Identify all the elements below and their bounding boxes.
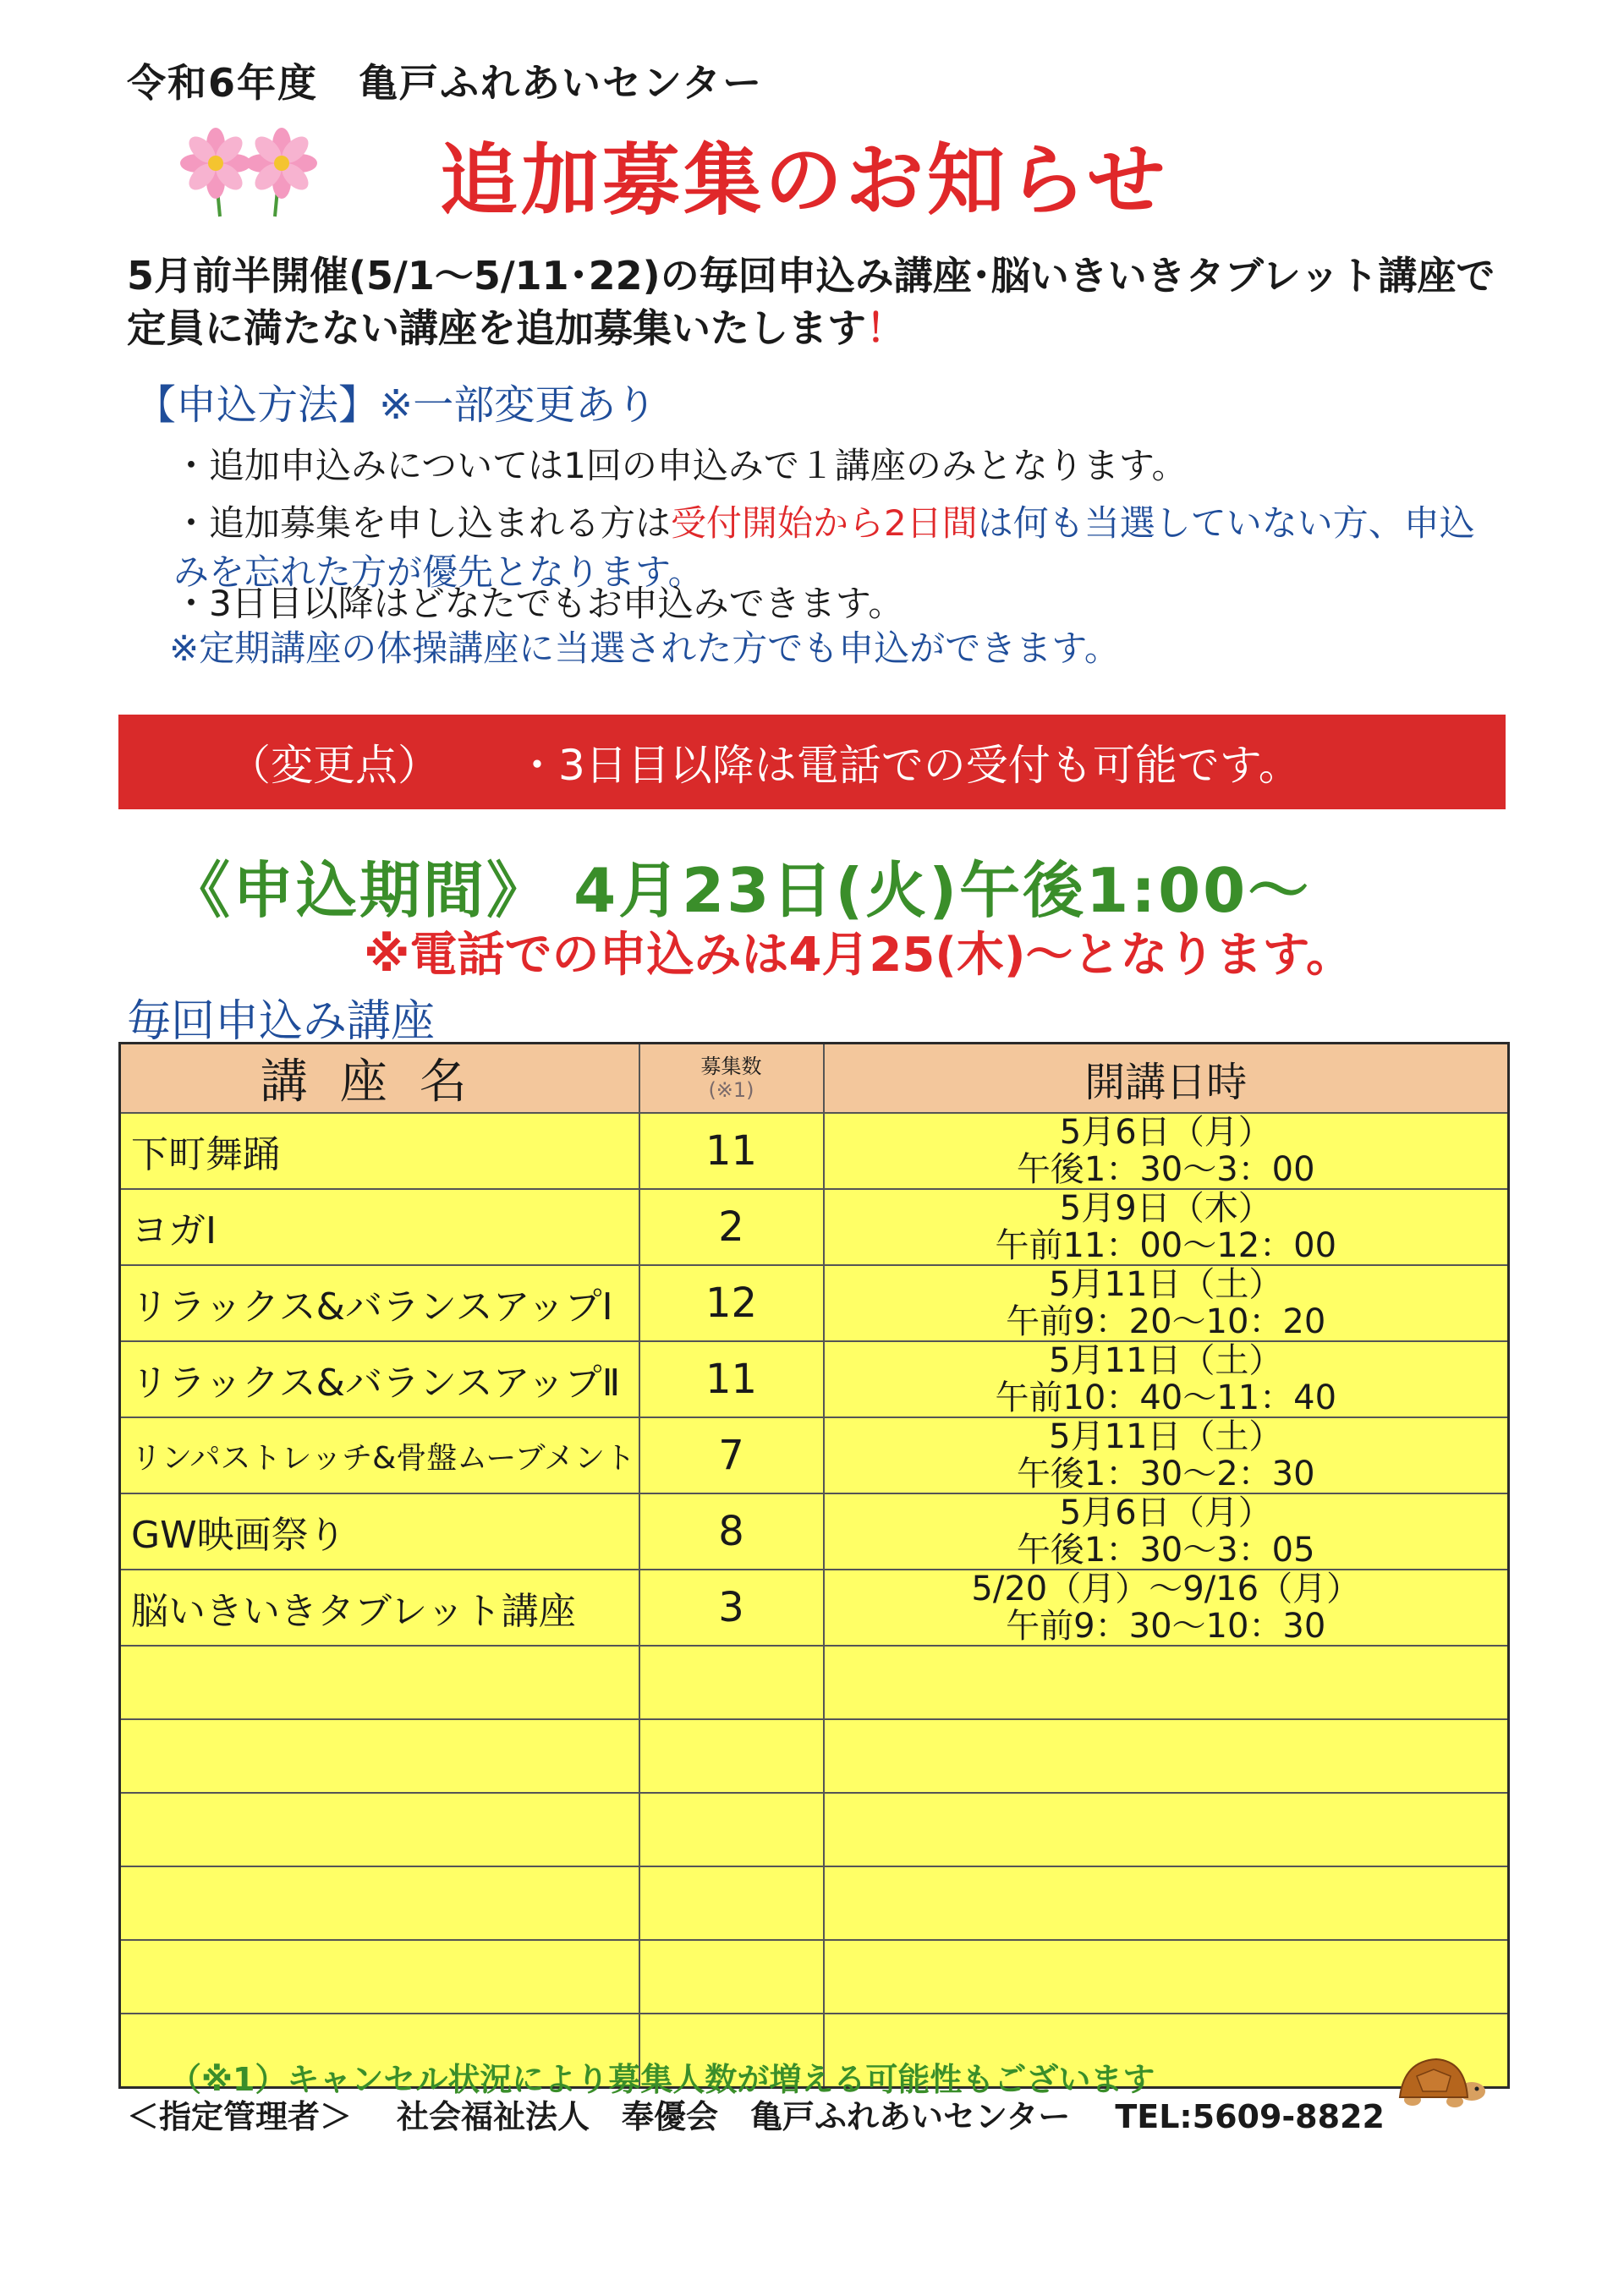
table-row bbox=[120, 1417, 1509, 1493]
course-date bbox=[824, 1417, 1509, 1493]
change-banner bbox=[118, 715, 1506, 809]
footer-tel: TEL:5609-8822 bbox=[1115, 2098, 1385, 2135]
course-date-day: 5月11日（土） bbox=[1049, 1341, 1283, 1380]
course-table bbox=[118, 1042, 1510, 2089]
method-bullet-1: ・追加申込みについては1回の申込みで１講座のみとなります。 bbox=[173, 445, 1188, 486]
course-date-time: 午前9：30～10：30 bbox=[1006, 1607, 1326, 1646]
table-row bbox=[120, 1570, 1509, 1646]
change-text: ・3日目以降は電話での受付も可能です。 bbox=[516, 741, 1301, 790]
course-date bbox=[824, 1493, 1509, 1570]
table-title: 毎回申込み講座 bbox=[127, 996, 436, 1047]
bullet2-part1: ・追加募集を申し込まれる方は bbox=[173, 502, 672, 544]
course-count: 3 bbox=[639, 1570, 824, 1646]
header-course-name: 講座名 bbox=[120, 1044, 639, 1114]
empty-row bbox=[120, 1940, 1509, 2014]
course-date-day: 5月9日（木） bbox=[1059, 1189, 1272, 1228]
turtle-icon bbox=[1387, 2051, 1493, 2110]
course-count: 12 bbox=[639, 1265, 824, 1341]
bullet2-part3: は何も当選していない方、申込みを忘れた方が優先となります。 bbox=[173, 502, 1475, 593]
footer-org: 社会福祉法人 奉優会 亀戸ふれあいセンター bbox=[396, 2098, 1071, 2135]
course-date-time: 午後1：30～2：30 bbox=[1016, 1455, 1315, 1493]
table-header-row bbox=[120, 1044, 1509, 1114]
empty-row bbox=[120, 1866, 1509, 1940]
course-count: 11 bbox=[639, 1341, 824, 1417]
org-line: 令和6年度 亀戸ふれあいセンター bbox=[127, 60, 764, 106]
table-row bbox=[120, 1493, 1509, 1570]
empty-row bbox=[120, 1646, 1509, 1719]
course-date-day: 5月11日（土） bbox=[1049, 1417, 1283, 1456]
course-date-time: 午後1：30～3：05 bbox=[1016, 1531, 1315, 1570]
bullet2-highlight: 受付開始から2日間 bbox=[671, 502, 978, 544]
header-count-note: (※1) bbox=[708, 1078, 754, 1102]
header-count-label: 募集数 bbox=[700, 1055, 762, 1078]
course-name: リンパストレッチ&骨盤ムーブメント bbox=[120, 1417, 639, 1493]
course-name: ヨガⅠ bbox=[120, 1189, 639, 1265]
footnote: （※1）キャンセル状況により募集人数が増える可能性もございます bbox=[169, 2061, 1155, 2098]
intro-main: 5月前半開催(5/1～5/11･22)の毎回申込み講座･脳いきいきタブレット講座で定員に満たない講座を追加募集いたします bbox=[127, 253, 1495, 351]
course-count: 2 bbox=[639, 1189, 824, 1265]
change-label: （変更点） bbox=[228, 741, 440, 790]
header-count bbox=[639, 1044, 824, 1114]
course-date bbox=[824, 1570, 1509, 1646]
empty-row bbox=[120, 1719, 1509, 1793]
course-date-day: 5月6日（月） bbox=[1059, 1493, 1272, 1532]
course-date-time: 午前9：20～10：20 bbox=[1006, 1302, 1326, 1341]
course-date bbox=[824, 1189, 1509, 1265]
course-date bbox=[824, 1341, 1509, 1417]
course-date bbox=[824, 1113, 1509, 1189]
course-name: リラックス&バランスアップⅠ bbox=[120, 1265, 639, 1341]
course-date-time: 午前11：00～12：00 bbox=[995, 1226, 1337, 1265]
course-name: 脳いきいきタブレット講座 bbox=[120, 1570, 639, 1646]
course-count: 8 bbox=[639, 1493, 824, 1570]
method-heading: 【申込方法】※一部変更あり bbox=[135, 381, 657, 429]
method-note: ※定期講座の体操講座に当選された方でも申込ができます。 bbox=[169, 627, 1120, 669]
course-name: リラックス&バランスアップⅡ bbox=[120, 1341, 639, 1417]
table-row bbox=[120, 1265, 1509, 1341]
course-count: 7 bbox=[639, 1417, 824, 1493]
course-date-day: 5月6日（月） bbox=[1059, 1113, 1272, 1152]
cosmos-flower-icon bbox=[173, 125, 326, 218]
empty-row bbox=[120, 1793, 1509, 1866]
course-date-day: 5月11日（土） bbox=[1049, 1265, 1283, 1304]
footer bbox=[127, 2091, 1385, 2137]
course-name: 下町舞踊 bbox=[120, 1113, 639, 1189]
course-date bbox=[824, 1265, 1509, 1341]
footer-manager-label: ＜指定管理者＞ bbox=[127, 2098, 353, 2135]
table-row bbox=[120, 1341, 1509, 1417]
course-date-time: 午後1：30～3：00 bbox=[1016, 1150, 1315, 1189]
phone-note: ※電話での申込みは4月25(木)～となります。 bbox=[364, 928, 1354, 983]
course-name: GW映画祭り bbox=[120, 1493, 639, 1570]
table-row bbox=[120, 1189, 1509, 1265]
header-date: 開講日時 bbox=[824, 1044, 1509, 1114]
course-date-time: 午前10：40～11：40 bbox=[995, 1378, 1337, 1417]
intro-exclamation: ！ bbox=[866, 305, 905, 351]
page-title: 追加募集のお知らせ bbox=[440, 135, 1169, 226]
intro-text bbox=[127, 249, 1514, 354]
application-period: 《申込期間》 4月23日(火)午後1:00～ bbox=[169, 855, 1312, 926]
course-date-day: 5/20（月）～9/16（月） bbox=[971, 1570, 1361, 1608]
method-bullet-3: ・3日目以降はどなたでもお申込みできます。 bbox=[173, 583, 904, 624]
table-row bbox=[120, 1113, 1509, 1189]
course-count: 11 bbox=[639, 1113, 824, 1189]
